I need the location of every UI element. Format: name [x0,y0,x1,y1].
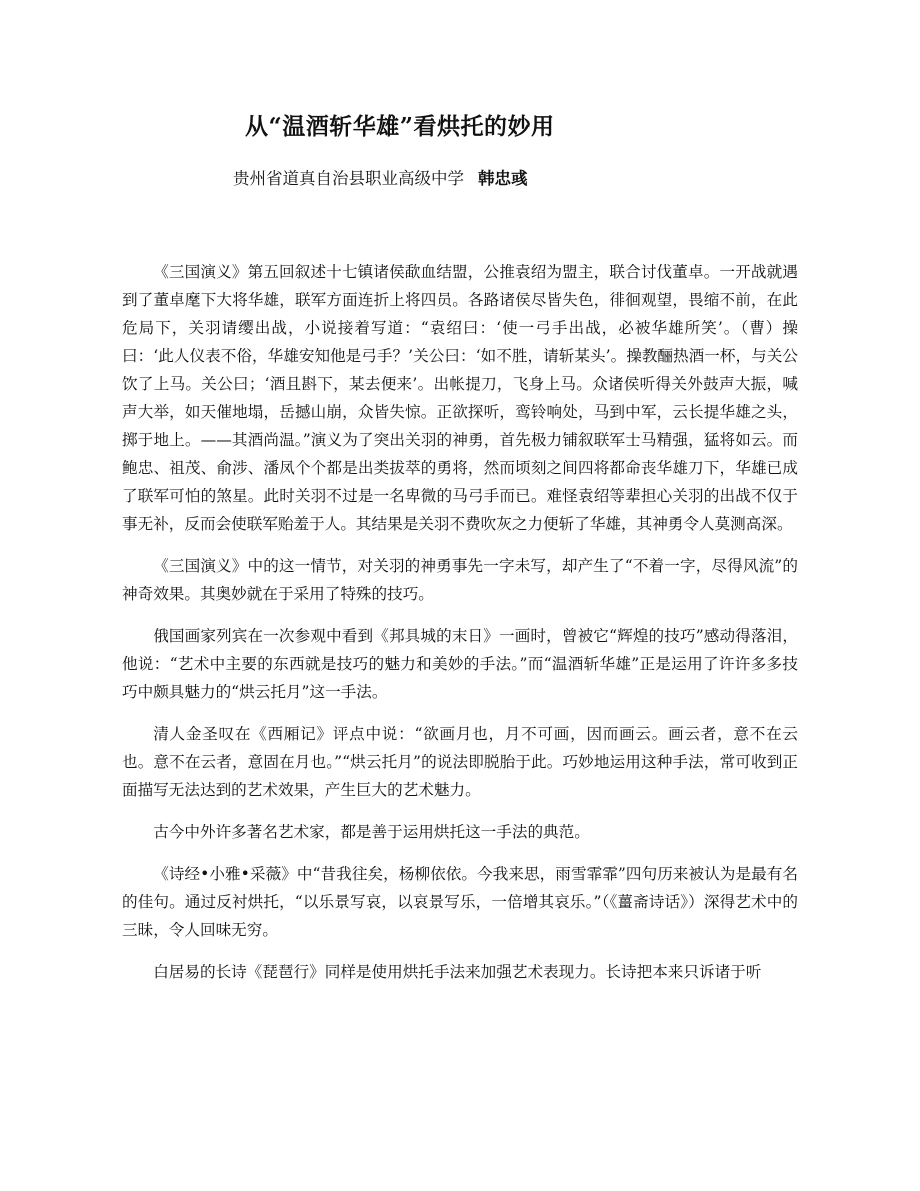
paragraph: 《三国演义》第五回叙述十七镇诸侯歃血结盟，公推袁绍为盟主，联合讨伐董卓。一开战就遇到了董卓麾下大将华雄，联军方面连折上将四员。各路诸侯尽皆失色，徘徊观望，畏缩不前，在此危局下，关羽请缨出战，小说接着写道：“袁绍曰：‘使一弓手出战，必被华雄所笑’。（曹）操曰：‘此人仪表不俗，华雄安知他是弓手？’关公曰：‘如不胜，请斩某头’。操教酾热酒一杯，与关公饮了上马。关公曰；‘酒且斟下，某去便来’。出帐提刀，飞身上马。众诸侯听得关外鼓声大振，喊声大举，如天催地塌，岳撼山崩，众皆失惊。正欲探听，鸾铃响处，马到中军，云长提华雄之头，掷于地上。——其酒尚温。”演义为了突出关羽的神勇，首先极力铺叙联军士马精强，猛将如云。而鲍忠、祖茂、俞涉、潘凤个个都是出类拔萃的勇将，然而顷刻之间四将都命丧华雄刀下，华雄已成了联军可怕的煞星。此时关羽不过是一名卑微的马弓手而已。难怪袁绍等辈担心关羽的出战不仅于事无补，反而会使联军贻羞于人。其结果是关羽不费吹灰之力便斩了华雄，其神勇令人莫测高深。 [122,263,798,533]
document-title: 从“温酒斩华雄”看烘托的妙用 [245,113,555,140]
author-name: 韩忠彧 [478,169,528,188]
byline [233,165,528,189]
paragraph: 俄国画家列宾在一次参观中看到《邦具城的末日》一画时，曾被它“辉煌的技巧”感动得落泪，他说：“艺术中主要的东西就是技巧的魅力和美妙的手法。”而“温酒斩华雄”正是运用了许许多多技巧中颇具魅力的“烘云托月”这一手法。 [122,627,798,701]
paragraph: 清人金圣叹在《西厢记》评点中说：“欲画月也，月不可画，因而画云。画云者，意不在云也。意不在云者，意固在月也。”“烘云托月”的说法即脱胎于此。巧妙地运用这种手法，常可收到正面描写无法达到的艺术效果，产生巨大的艺术魅力。 [122,725,798,799]
article-body [122,258,798,1000]
paragraph: 《三国演义》中的这一情节，对关羽的神勇事先一字未写，却产生了“不着一字，尽得风流”的神奇效果。其奥妙就在于采用了特殊的技巧。 [122,557,798,603]
paragraph: 《诗经•小雅•采薇》中“昔我往矣，杨柳依依。今我来思，雨雪霏霏”四句历来被认为是最有名的佳句。通过反衬烘托，“以乐景写哀，以哀景写乐，一倍增其哀乐。”（《薑斋诗话》）深得艺术中的三昧，令人回味无穷。 [122,865,798,939]
paragraph: 古今中外许多著名艺术家，都是善于运用烘托这一手法的典范。 [153,823,590,841]
author-affiliation: 贵州省道真自治县职业高级中学 [233,169,464,188]
paragraph: 白居易的长诗《琵琶行》同样是使用烘托手法来加强艺术表现力。长诗把本来只诉诸于听 [153,963,762,981]
